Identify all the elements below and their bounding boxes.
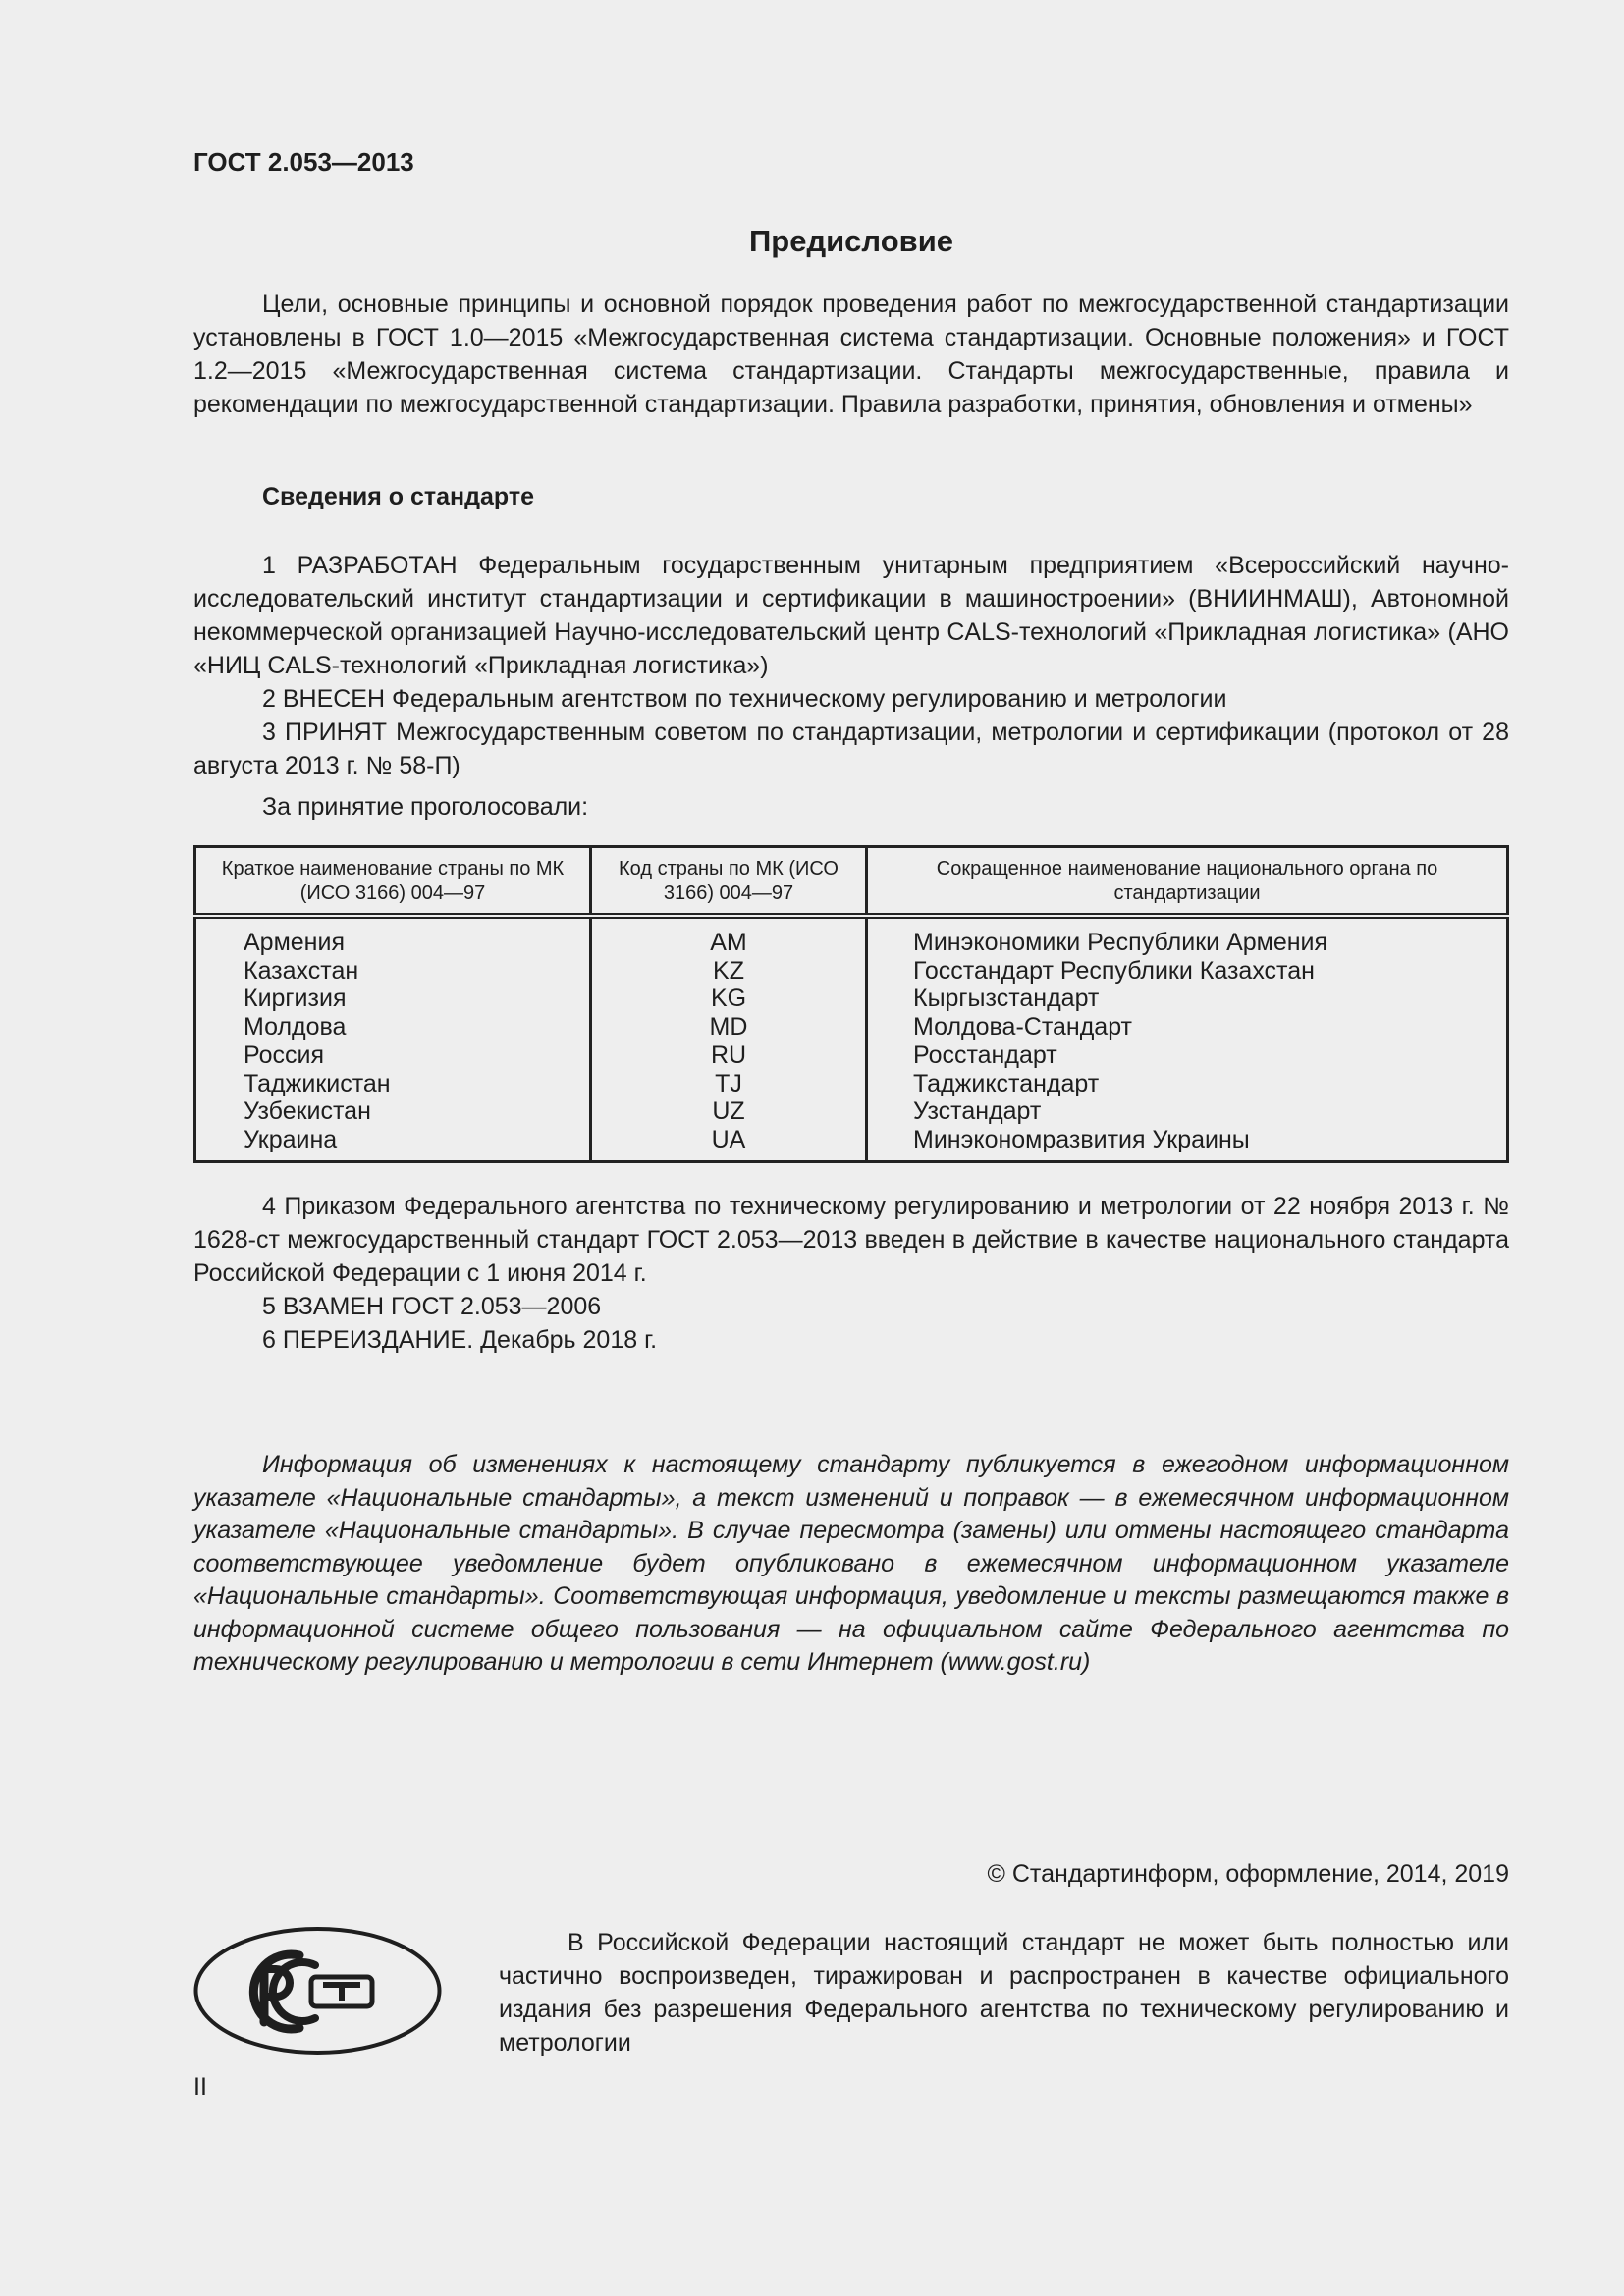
country-name-cell: Армения xyxy=(244,929,345,956)
national-bodies-column xyxy=(867,916,1508,1161)
rst-certification-mark-icon xyxy=(193,1926,442,2056)
country-code-cell: AM xyxy=(710,929,747,956)
country-names-column xyxy=(195,916,591,1161)
country-name-cell: Казахстан xyxy=(244,956,359,985)
country-code-header: Код страны по МК (ИСО 3166) 004—97 xyxy=(591,847,867,917)
national-body-cell: Узстандарт xyxy=(913,1097,1042,1126)
fact-item-4: 4 Приказом Федерального агентства по техническому регулированию и метрологии от 22 ноября 2013 г. № 1628-ст межгосударственный стандарт ГОСТ 2.053—2013 введен в действие в качестве национального стандарта Российской Федерации с 1 июня 2014 г. xyxy=(193,1193,1509,1287)
copyright: © Стандартинформ, оформление, 2014, 2019 xyxy=(987,1860,1509,1888)
national-body-cell: Таджикстандарт xyxy=(913,1069,1100,1097)
fact-item-2: 2 ВНЕСЕН Федеральным агентством по техническому регулированию и метрологии xyxy=(262,685,1227,713)
country-code-cell: RU xyxy=(710,1041,747,1069)
country-code-cell: KZ xyxy=(713,956,744,985)
country-name-header: Краткое наименование страны по МК (ИСО 3166) 004—97 xyxy=(195,847,591,917)
preface-title: Предисловие xyxy=(748,224,953,258)
country-name-cell: Таджикистан xyxy=(244,1069,391,1097)
national-body-cell: Госстандарт Республики Казахстан xyxy=(913,956,1315,985)
fact-item-3: 3 ПРИНЯТ Межгосударственным советом по стандартизации, метрологии и сертификации (протокол от 28 августа 2013 г. № 58-П) xyxy=(193,719,1509,779)
national-body-cell: Молдова-Стандарт xyxy=(913,1013,1132,1041)
country-code-cell: MD xyxy=(709,1013,748,1041)
national-body-header: Сокращенное наименование национального органа по стандартизации xyxy=(867,847,1508,917)
country-name-cell: Киргизия xyxy=(244,985,347,1013)
country-code-cell: UA xyxy=(711,1125,746,1153)
national-body-cell: Кыргызстандарт xyxy=(913,985,1100,1013)
standard-code: ГОСТ 2.053—2013 xyxy=(193,147,414,177)
country-code-cell: KG xyxy=(710,985,747,1013)
table-header-row xyxy=(195,847,1508,917)
fact-item-6: 6 ПЕРЕИЗДАНИЕ. Декабрь 2018 г. xyxy=(262,1326,658,1354)
national-body-cell: Росстандарт xyxy=(913,1041,1057,1069)
country-code-cell: UZ xyxy=(712,1097,745,1126)
voting-countries-table xyxy=(193,845,1509,1163)
country-name-cell: Узбекистан xyxy=(244,1097,371,1126)
national-body-cell: Минэкономики Республики Армения xyxy=(913,929,1328,956)
fact-item-1: 1 РАЗРАБОТАН Федеральным государственным унитарным предприятием «Всероссийский научно-исследовательский институт стандартизации и сертификации в машиностроении» (ВНИИНМАШ), Автономной некоммерческой организацией Научно-исследовательский центр CALS-технологий «Прикладная логистика» (АНО «НИЦ CALS-технологий «Прикладная логистика») xyxy=(193,552,1509,679)
country-name-cell: Россия xyxy=(244,1041,324,1069)
reproduction-notice: В Российской Федерации настоящий стандарт не может быть полностью или частично воспроизведен, тиражирован и распространен в качестве официального издания без разрешения Федерального агентства по техническому регулированию и метрологии xyxy=(499,1929,1509,2056)
purpose-paragraph: Цели, основные принципы и основной порядок проведения работ по межгосударственной стандартизации установлены в ГОСТ 1.0—2015 «Межгосударственная система стандартизации. Основные положения» и ГОСТ 1.2—2015 «Межгосударственная система стандартизации. Стандарты межгосударственные, правила и рекомендации по межгосударственной стандартизации. Правила разработки, принятия, обновления и отмены» xyxy=(193,291,1509,418)
country-name-cell: Молдова xyxy=(244,1013,347,1041)
standard-facts-continued xyxy=(193,1190,1509,1357)
standard-facts xyxy=(193,549,1509,782)
table-body-row xyxy=(195,916,1508,1161)
standard-info-heading: Сведения о стандарте xyxy=(262,483,535,510)
country-code-cell: TJ xyxy=(715,1069,742,1097)
country-name-cell: Украина xyxy=(244,1125,338,1153)
changes-notice: Информация об изменениях к настоящему стандарту публикуется в ежегодном информационном указателе «Национальные стандарты», а текст изменений и поправок — в ежемесячном информационном указателе «Национальные стандарты». В случае пересмотра (замены) или отмены настоящего стандарта соответствующее уведомление будет опубликовано в ежемесячном информационном указателе «Национальные стандарты». Соответствующая информация, уведомление и тексты размещаются также в информационной системе общего пользования — на официальном сайте Федерального агентства по техническому регулированию и метрологии в сети Интернет (www.gost.ru) xyxy=(193,1451,1509,1676)
country-codes-column xyxy=(591,916,867,1161)
national-body-cell: Минэкономразвития Украины xyxy=(913,1125,1250,1153)
voted-label: За принятие проголосовали: xyxy=(262,793,589,821)
page-number: II xyxy=(193,2073,207,2101)
fact-item-5: 5 ВЗАМЕН ГОСТ 2.053—2006 xyxy=(262,1293,602,1320)
